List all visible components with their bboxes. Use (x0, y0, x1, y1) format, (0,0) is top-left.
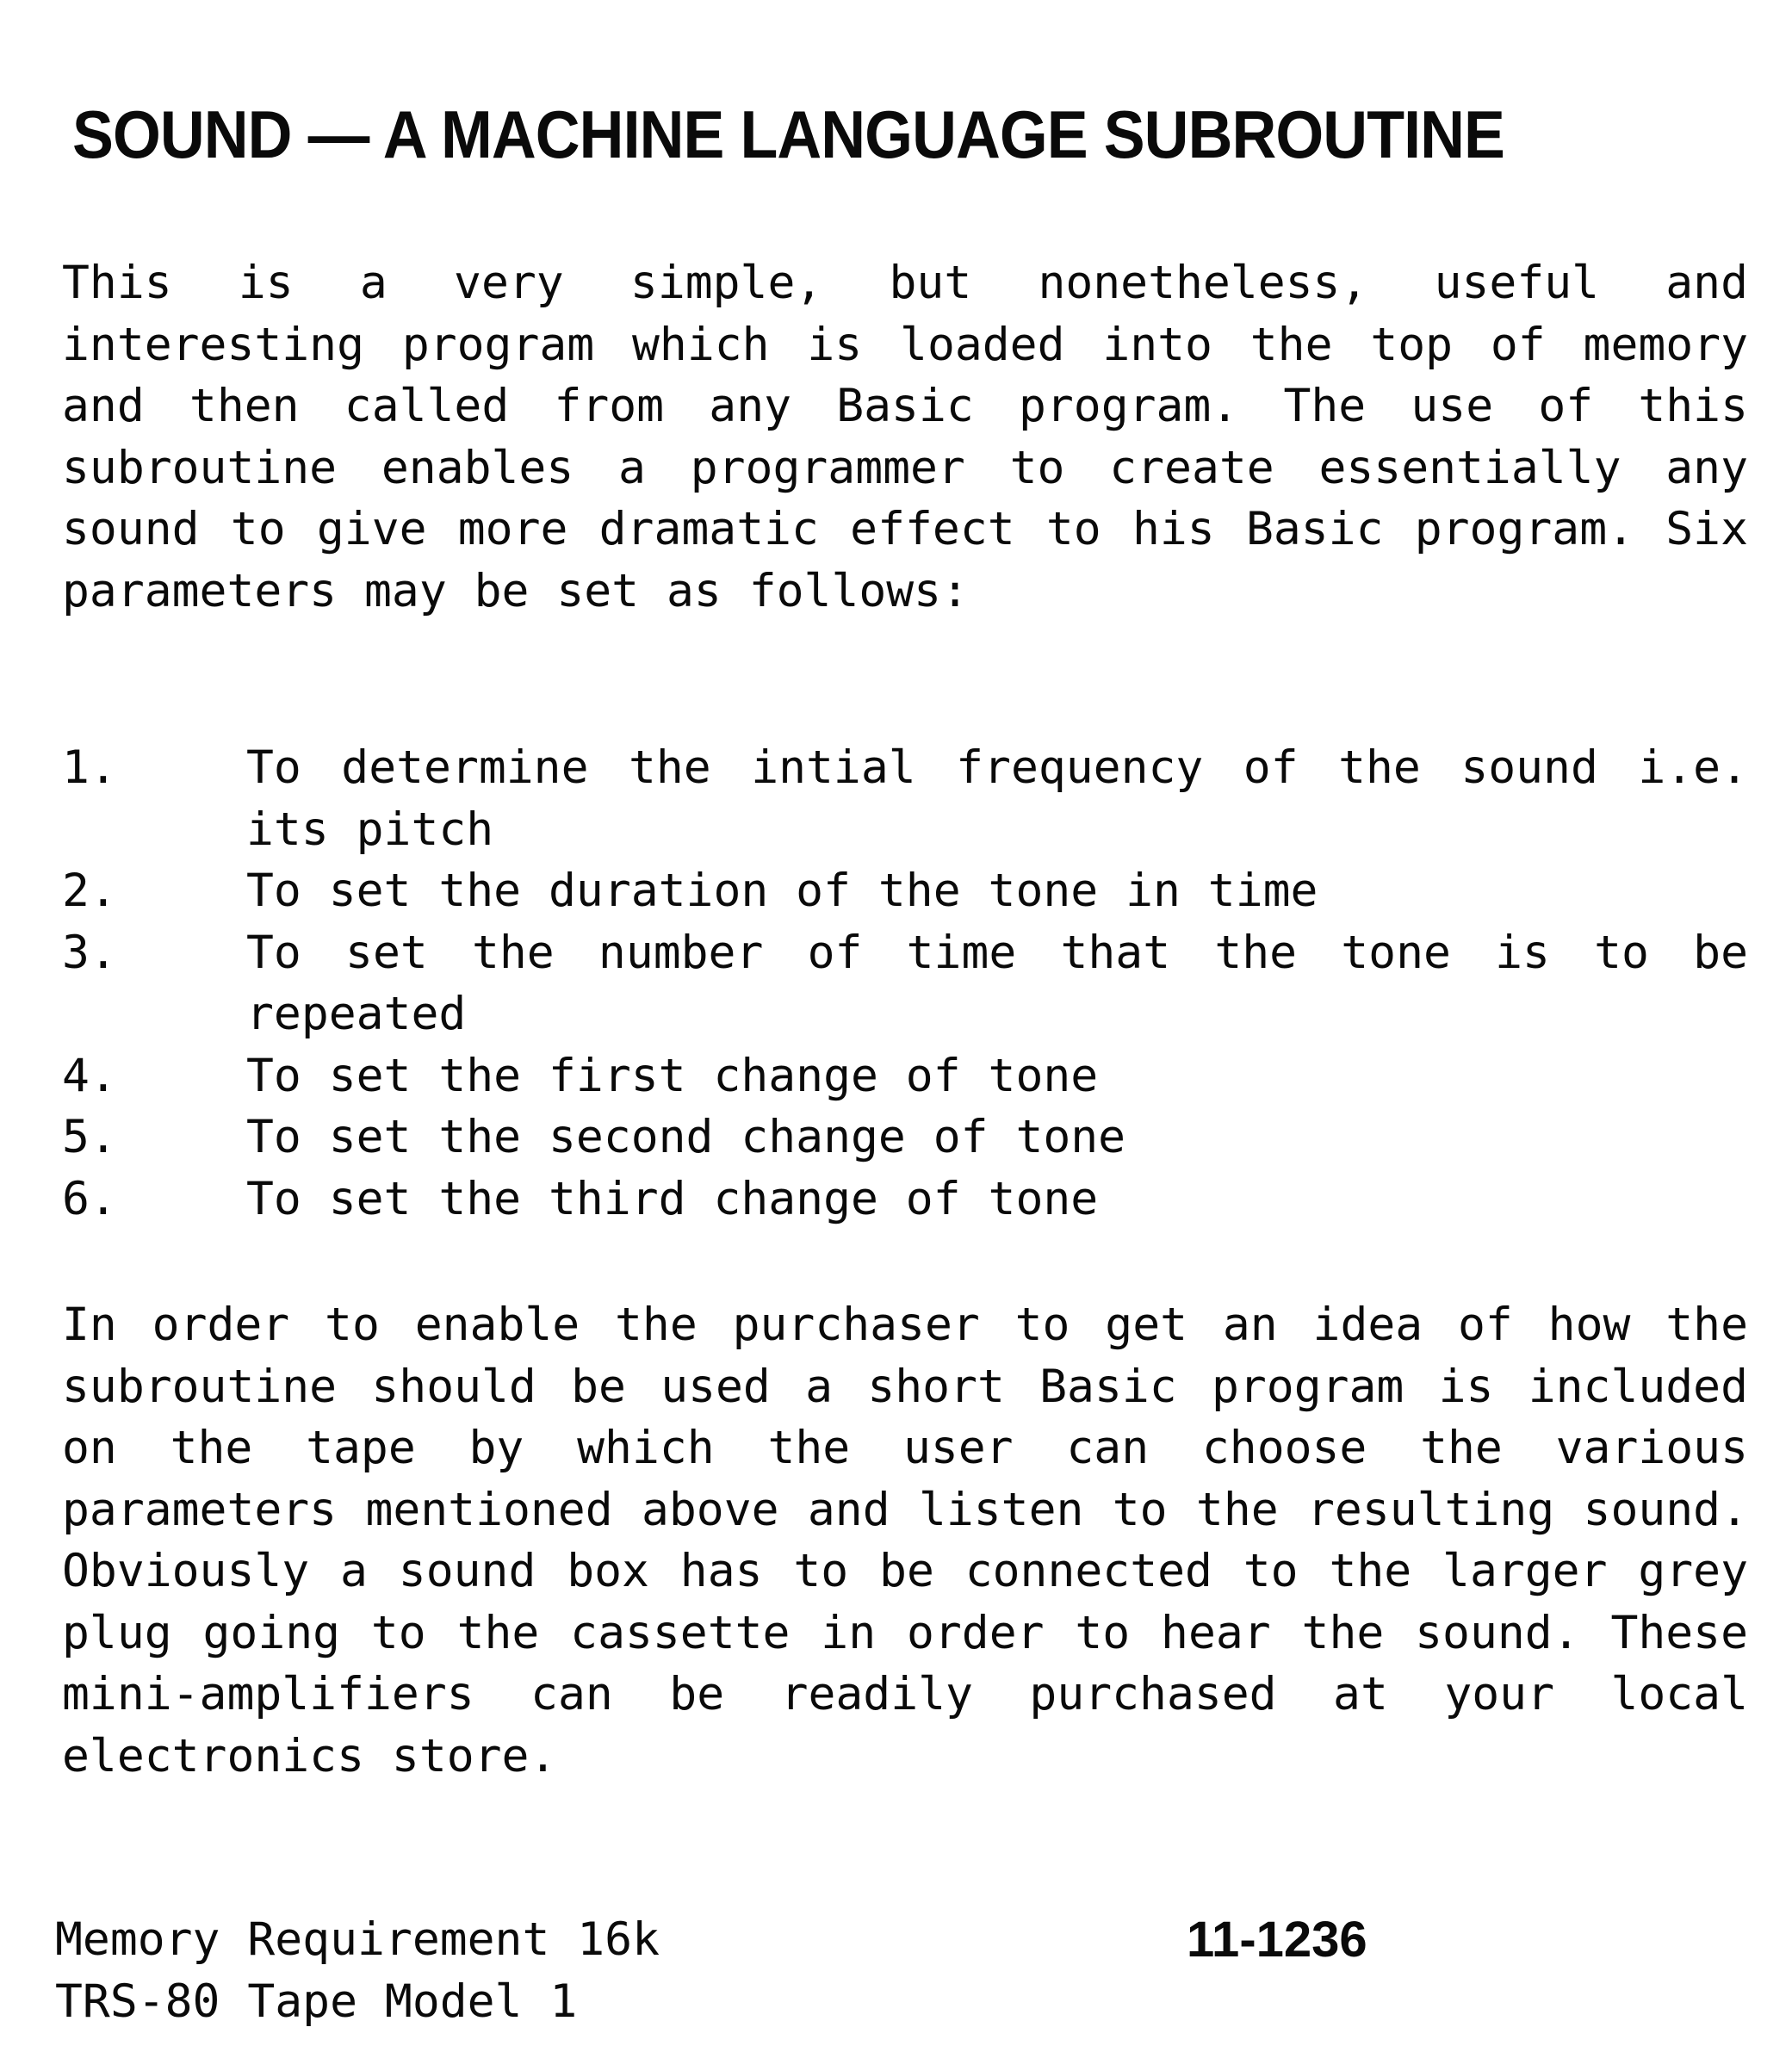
closing-paragraph: In order to enable the purchaser to get an idea of how the subroutine should be used a short Basic program is included on the tape by which the user can choose the various parameters mentioned above and listen to the resulting sound. Obviously a sound box has to be connected to the larger grey plug going to the cassette in order to hear the sound. These mini-amplifiers can be readily purchased at your local electronics store. (62, 1299, 1748, 1782)
list-item (62, 922, 1748, 1045)
memory-requirement: Memory Requirement 16k (55, 1913, 660, 1966)
list-item (62, 1169, 1748, 1231)
list-item-number: 2. (62, 865, 117, 917)
catalog-number: 11-1236 (1187, 1912, 1367, 1968)
list-item-text: To set the third change of tone (246, 1172, 1099, 1225)
list-item (62, 860, 1748, 922)
list-item (62, 737, 1748, 860)
list-item-text: To set the number of time that the tone is to be repeated (246, 926, 1748, 1040)
list-item-number: 4. (62, 1049, 117, 1102)
media-format: TRS-80 Tape Model 1 (55, 1975, 578, 2028)
intro-paragraph: This is a very simple, but nonetheless, useful and interesting program which is loaded into the top of memory and then called from any Basic program. The use of this subroutine enables a programmer to create essentially any sound to give more dramatic effect to his Basic program. Six parameters may be set as follows: (62, 257, 1748, 617)
list-item-number: 1. (62, 741, 117, 794)
list-item-number: 5. (62, 1111, 117, 1163)
parameter-list (62, 737, 1748, 1230)
list-item-number: 6. (62, 1172, 117, 1225)
list-item-text: To determine the intial frequency of the sound i.e. its pitch (246, 741, 1748, 856)
page-title: SOUND — A MACHINE LANGUAGE SUBROUTINE (72, 96, 1504, 172)
list-item-text: To set the duration of the tone in time (246, 865, 1318, 917)
list-item (62, 1107, 1748, 1169)
list-item (62, 1045, 1748, 1107)
requirements-block (55, 1909, 660, 2032)
list-item-number: 3. (62, 926, 117, 979)
list-item-text: To set the first change of tone (246, 1049, 1099, 1102)
list-item-text: To set the second change of tone (246, 1111, 1126, 1163)
